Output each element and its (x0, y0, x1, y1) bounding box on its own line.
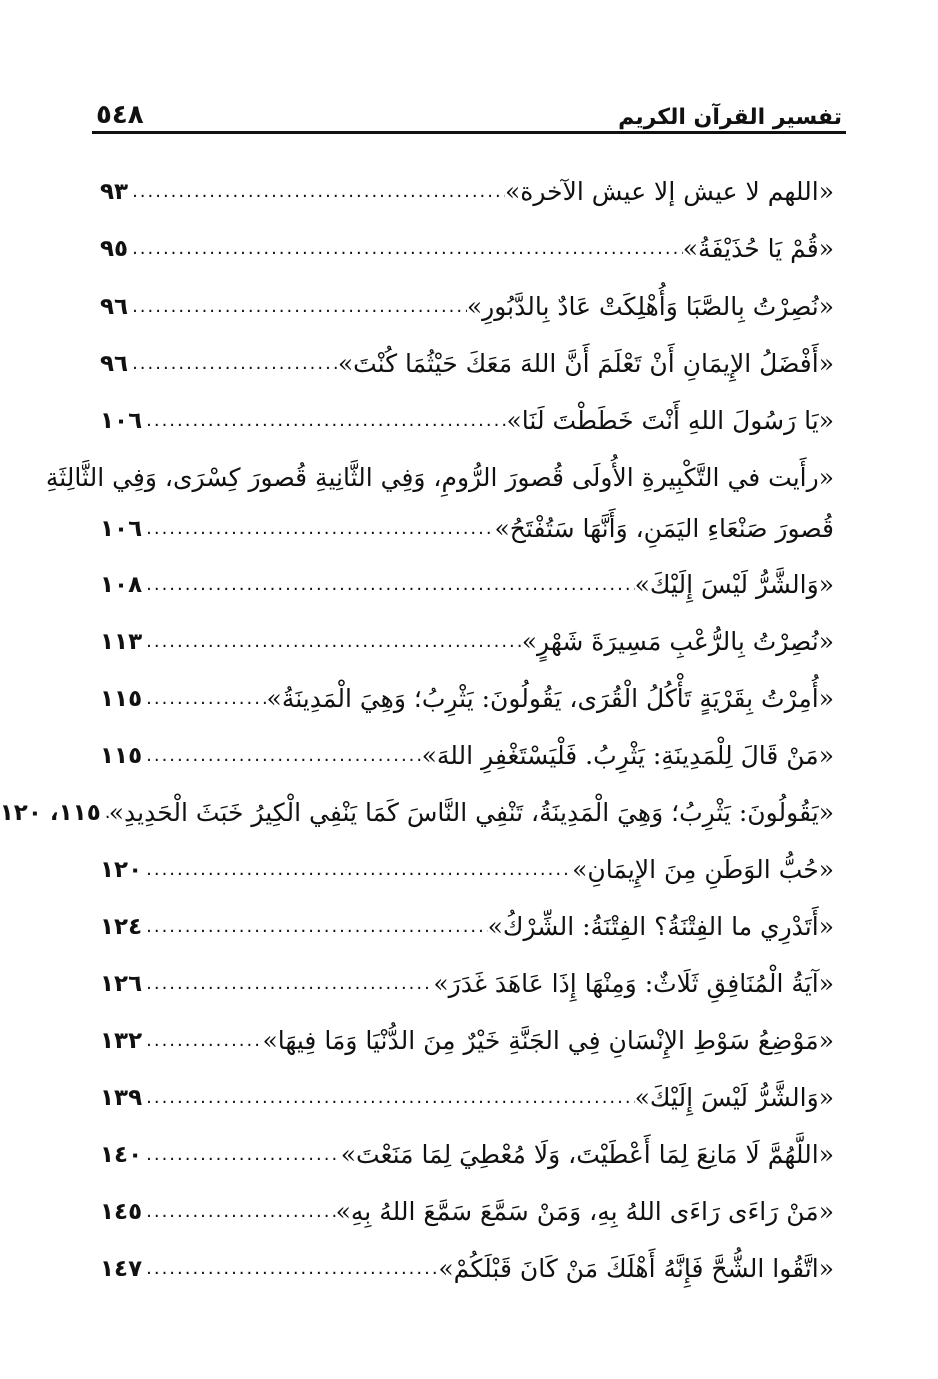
entry-page: ١٠٦ (100, 408, 143, 434)
index-entry (100, 342, 834, 386)
entry-text: «نُصِرْتُ بِالصَّبَا وَأُهْلِكَتْ عَادٌ بِالدَّبُورِ» (466, 292, 834, 321)
index-entry (100, 1133, 834, 1177)
index-entry (100, 905, 834, 949)
entry-page: ٩٣ (100, 179, 129, 205)
entry-page: ٩٦ (100, 351, 129, 377)
leader-dots (142, 848, 572, 892)
index-entry (100, 1247, 834, 1291)
leader-dots (142, 905, 487, 949)
index-entry (100, 734, 834, 778)
entry-text: «مَنْ قَالَ لِلْمَدِينَةِ: يَثْرِبُ. فَلْيَسْتَغْفِرِ اللهَ» (421, 741, 834, 770)
entry-page: ١٤٧ (100, 1256, 143, 1282)
entry-page: ١٠٦ (100, 516, 143, 542)
entry-page: ٩٥ (100, 236, 129, 262)
leader-dots (142, 399, 506, 443)
entry-text: «وَالشَّرُّ لَيْسَ إِلَيْكَ» (634, 570, 834, 599)
index-entry (100, 1076, 834, 1120)
leader-dots (128, 227, 683, 271)
entry-text: قُصورَ صَنْعَاءِ اليَمَنِ، وَأَنَّهَا سَتُفْتَحُ» (494, 514, 834, 543)
index-entry (100, 563, 834, 607)
page-number: ٥٤٨ (96, 100, 144, 130)
entry-page: ١٣٩ (100, 1085, 143, 1111)
entry-page: ١١٣ (100, 629, 143, 655)
index-entry (100, 1019, 834, 1063)
leader-dots (142, 1133, 341, 1177)
entry-page: ١١٥، ١٢٠ (0, 800, 101, 826)
leader-dots (128, 285, 467, 329)
index-entry (100, 507, 834, 551)
entry-text: «نُصِرْتُ بِالرُّعْبِ مَسِيرَةَ شَهْرٍ» (521, 627, 834, 656)
entry-text: «اتَّقُوا الشُّحَّ فَإِنَّهُ أَهْلَكَ مَنْ كَانَ قَبْلَكُمْ» (438, 1254, 834, 1283)
index-entry (100, 285, 834, 329)
leader-dots (142, 734, 421, 778)
entry-page: ١١٥ (100, 686, 143, 712)
entry-page: ١٢٤ (100, 914, 143, 940)
index-entry (100, 962, 834, 1006)
entry-page: ١٢٠ (100, 857, 143, 883)
entry-text: «وَالشَّرُّ لَيْسَ إِلَيْكَ» (634, 1083, 834, 1112)
leader-dots (142, 677, 266, 721)
entry-page: ١٤٥ (100, 1199, 143, 1225)
leader-dots (142, 1190, 335, 1234)
leader-dots (142, 563, 634, 607)
index-entry (0, 791, 834, 835)
entry-text: «يَا رَسُولَ اللهِ أَنْتَ خَطَطْتَ لَنَا» (506, 406, 834, 435)
entry-text: «رأَيت في التَّكْبِيرةِ الأُولَى قُصورَ الرُّومِ، وَفِي الثَّانِيةِ قُصورَ كِسْرَى، وَفِي الثَّالِثَةِ (45, 463, 834, 492)
leader-dots (142, 1247, 438, 1291)
leader-dots (142, 1019, 262, 1063)
entry-page: ١١٥ (100, 743, 143, 769)
leader-dots (142, 507, 494, 551)
entry-text: «آيَةُ الْمُنَافِقِ ثَلَاثٌ: وَمِنْهَا إِذَا عَاهَدَ غَدَرَ» (433, 969, 834, 998)
index-entry (100, 1190, 834, 1234)
entry-text: «اللهم لا عيش إلا عيش الآخرة» (504, 177, 834, 206)
entry-text: «قُمْ يَا حُذَيْفَةُ» (682, 234, 834, 263)
leader-dots (128, 170, 505, 214)
leader-dots (142, 962, 433, 1006)
index-entry (100, 227, 834, 271)
index-entry (100, 170, 834, 214)
entry-text: «اللَّهُمَّ لَا مَانِعَ لِمَا أَعْطَيْتَ، وَلَا مُعْطِيَ لِمَا مَنَعْتَ» (340, 1140, 834, 1169)
book-title: تفسير القرآن الكريم (618, 105, 842, 130)
entry-text: «مَنْ رَاءَى رَاءَى اللهُ بِهِ، وَمَنْ سَمَّعَ سَمَّعَ اللهُ بِهِ» (335, 1197, 834, 1226)
entry-text: «يَقُولُونَ: يَثْرِبُ؛ وَهِيَ الْمَدِينَةُ، تَنْفِي النَّاسَ كَمَا يَنْفِي الْكِيرُ خَبَثَ الْحَدِيدِ» (108, 798, 834, 827)
entry-text: «مَوْضِعُ سَوْطِ الإِنْسَانِ فِي الجَنَّةِ خَيْرٌ مِنَ الدُّنْيَا وَمَا فِيهَا» (262, 1026, 834, 1055)
entry-text: «أَتَدْرِي ما الفِتْنَةُ؟ الفِتْنَةُ: الشِّرْكُ» (487, 912, 834, 941)
entry-text: «حُبُّ الوَطَنِ مِنَ الإِيمَانِ» (572, 855, 834, 884)
entry-text: «أَفْضَلُ الإِيمَانِ أَنْ تَعْلَمَ أَنَّ اللهَ مَعَكَ حَيْثُمَا كُنْتَ» (337, 349, 834, 378)
entry-page: ١٢٦ (100, 971, 143, 997)
entry-page: ١٤٠ (100, 1142, 143, 1168)
leader-dots (101, 791, 109, 835)
entry-page: ٩٦ (100, 294, 129, 320)
index-entry (100, 677, 834, 721)
index-entry (100, 620, 834, 664)
leader-dots (128, 342, 338, 386)
leader-dots (142, 620, 522, 664)
index-entry (100, 848, 834, 892)
entry-page: ١٠٨ (100, 572, 143, 598)
entry-page: ١٣٢ (100, 1028, 143, 1054)
leader-dots (142, 1076, 634, 1120)
entry-text: «أُمِرْتُ بِقَرْيَةٍ تَأْكُلُ الْقُرَى، يَقُولُونَ: يَثْرِبُ؛ وَهِيَ الْمَدِينَةُ» (266, 684, 834, 713)
index-entry (100, 399, 834, 443)
index-entry-continued (45, 456, 834, 500)
